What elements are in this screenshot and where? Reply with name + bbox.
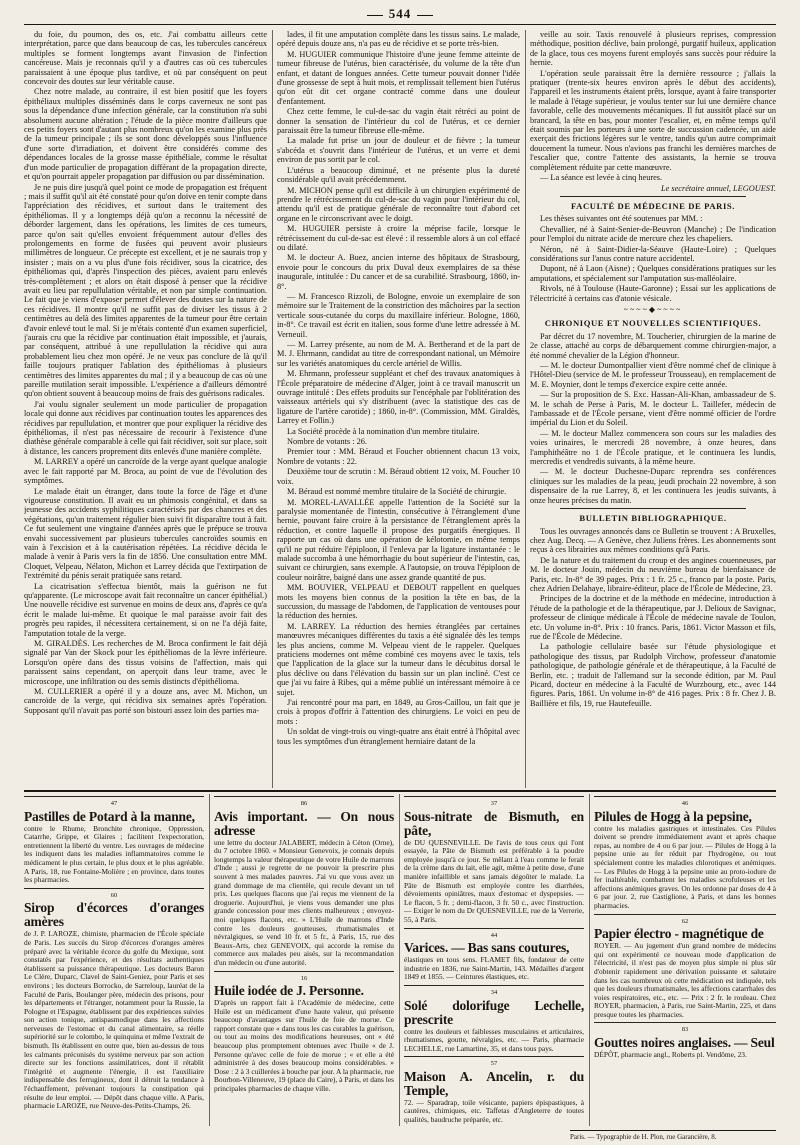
header-rule: [24, 24, 776, 25]
paragraph: M. MOREL-LAVALLÉE appelle l'attention de la Société sur la paralysie momentanée de l'intestin, consécutive à l'étranglement d'une hernie, pouvant faire croire à la persistance de l'étranglement après la réduction, et contre laquelle il propose des purgatifs énergiques. Il rapporte un cas où dans une opération de kélotomie, en même temps qu'il ne put réduire l'épiploon, il l'enleva par la ligature instantanée : le malade succomba à une hémorrhagie du bout supérieur de l'intestin, cas, suivant ce chirurgien, sans exemple. A l'autopsie, on trouva l'épiploon de couleur noirâtre, baigné dans une assez grande quantité de pus.: [277, 497, 520, 582]
ad-body: élastiques en tous sens. FLAMET fils, fondateur de cette industrie en 1836, rue Saint-Martin, 143. Médailles d'argent 1849 et 1855. — Ceintures élastiques, etc.: [404, 955, 584, 982]
ad-column-2: [214, 794, 394, 1126]
ad-title: Papier électro - magnétique de: [594, 926, 764, 942]
paragraph: Nombre de votants : 26.: [287, 437, 367, 447]
ad-body: 72. — Sparadrap, toile vésicante, papiers épispastiques, à cautères, chimiques, etc. Taffetas d'Angleterre de toutes qualités, baudruche préparée, etc.: [404, 1097, 584, 1125]
advertisement: [214, 971, 394, 1094]
paragraph: La pathologie cellulaire basée sur l'étude physiologique et pathologique des tissus, par Rudolph Virchow, professeur d'anatomie pathologique, de pathologie générale et de thérapeutique, à la Faculté de Berlin, etc. ; traduit de l'allemand sur la seconde édition, par M. Paul Picard, docteur en médecine à la Faculté de Wurzbourg, etc., avec 144 figures. Paris, 1861. Un volume in-8° de 416 pages. Prix : 8 fr. Chez J. B. Baillière et fils, 19, rue Hautefeuille.: [530, 642, 776, 708]
paragraph: M. CULLERIER a opéré il y a douze ans, avec M. Michon, un cancroïde de la verge, qui récidiva six semaines après l'opération. Supposant qu'il n'avait pas porté son bistouri assez loin des parties ma-: [24, 687, 267, 715]
section-rule: [560, 196, 746, 197]
paragraph: Chevallier, né à Saint-Senier-de-Beuvron (Manche) ; De l'indication pour l'emploi du nitrate acide de mercure chez les chapeliers.: [530, 224, 776, 244]
ad-number: 47: [110, 800, 118, 807]
ad-number: 83: [681, 1026, 689, 1034]
ad-body: DÉPÔT, pharmacie angl., Roberts pl. Vendôme, 23.: [594, 1050, 747, 1060]
paragraph: Chez notre malade, au contraire, il est bien positif que les foyers épithéliaux multiples disséminés dans le corps caverneux ne sont pas sous la dépendance d'une infection générale, car la constitution n'a subi absolument aucune altération ; l'étude de la pièce montre d'ailleurs que ces petits foyers sont d'autant plus nombreux qu'on les examine plus près de la tumeur principale ; ils se sont donc développés sous l'influence d'une sorte d'irradiation, et doivent être considérés comme des dépendances locales de la grosse masse épithéliale, comme le résultat d'un mode particulier de propagation différant de la propagation directe, et qu'on pourrait appeler propagation par diffusion ou par dissémination.: [24, 87, 267, 182]
paragraph: De la nature et du traitement du croup et des angines couenneuses, par M. le docteur Jouin, médecin du neuvième bureau de bienfaisance de Paris, etc. In-8° de 39 pages. Prix : 1 fr. 25 c., franco par la poste. Paris, chez Adrien Delahaye, libraire-éditeur, place de l'École de Médecine, 23.: [530, 555, 776, 593]
advertisement: [404, 1056, 584, 1124]
ornament-divider: ~~~~◆~~~~: [623, 304, 683, 314]
ad-number: 86: [300, 800, 308, 807]
advertisement: [214, 796, 394, 968]
ad-title: Pastilles de Potard à la manne,: [24, 808, 195, 824]
paragraph: M. Ehrmann, professeur suppléant et chef des travaux anatomiques à l'École préparatoire de médecine d'Alger, joint à ce travail manuscrit un ouvrage intitulé : Des effets produits sur l'encéphale par l'oblitération des vaisseaux artériels qui s'y distribuent (avec la statistique des cas de ligature de l'artère carotide) ; 1860, in-8°. (Commission, MM. Giraldès, Larrey et Follin.): [277, 369, 520, 426]
printer-footer: Paris. — Typographie de H. Plon, rue Garancière, 8.: [570, 1130, 776, 1141]
paragraph: lades, il fit une amputation complète dans les tissus sains. Le malade, opéré depuis douze ans, n'a pas eu de récidive et se porte très-bien.: [277, 30, 520, 49]
ad-column-3: [404, 794, 584, 1126]
column-divider: [589, 794, 590, 1126]
paragraph: M. Béraud est nommé membre titulaire de la Société de chirurgie.: [287, 487, 507, 497]
paragraph: M. GIRALDÈS. Les recherches de M. Broca confirment le fait déjà signalé par Van der Skock pour les épithéliomas de la lèvre inférieure. Lorsqu'on opère dans des tissus voisins de l'affection, mais qui paraissent sains cependant, on aperçoit dans leur trame, avec le microscope, une infiltration ou des semis distincts d'épithélioma.: [24, 639, 267, 686]
ad-title: Varices. — Bas sans coutures,: [404, 940, 570, 956]
page-number: 544: [0, 6, 800, 22]
bibliography-heading: BULLETIN BIBLIOGRAPHIQUE.: [579, 513, 727, 524]
ad-number: 16: [300, 974, 308, 982]
ad-number: 34: [490, 988, 498, 996]
ad-number: 57: [490, 1060, 498, 1068]
paragraph: — M. le docteur Dumontpallier vient d'être nommé chef de clinique à l'Hôtel-Dieu (service de M. le professeur Trousseau), en remplacement de M. E. Moynier, dont le temps d'exercice expire cette année.: [530, 361, 776, 389]
ad-column-4: [594, 794, 776, 1126]
column-1: [24, 30, 267, 788]
ad-body: D'après un rapport fait à l'Académie de médecine, cette Huile est un médicament d'une haute valeur, qui présente beaucoup d'avantages sur l'huile de foie de morue. Ce rapport constate que « dans tous les cas curables la guérison, ou tout au moins des modifications heureuses, ont « été beaucoup plus promptement obtenues avec l'huile « de J. Personne qu'avec celle de foie de morue ; « et elle a été administrée à des doses beaucoup moins considérables. » Dose : 2 à 3 cuillerées à bouche par jour. A la pharmacie, rue Bourbon-Villeneuve, 19 (place du Caire), à Paris, et dans les principales pharmacies de chaque ville.: [214, 998, 394, 1094]
column-divider: [272, 30, 273, 788]
advertisement: [24, 888, 204, 1111]
paragraph: — Sur la proposition de S. Exc. Hassan-Ali-Khan, ambassadeur de S. M. le schah de Perse à Paris, M. le docteur L. Taillefer, médecin de l'ambassade et de l'École persane, vient d'être nommé officier de l'ordre impérial du Lion et du Soleil.: [530, 390, 776, 428]
ad-number: 46: [681, 800, 689, 807]
column-divider: [399, 794, 400, 1126]
paragraph: — M. le docteur Duchesne-Duparc reprendra ses conférences cliniques sur les maladies de la peau, jeudi prochain 22 novembre, à son dispensaire de la rue Larrey, 8, et les continuera les jeudis suivants, à onze heures précises du matin.: [530, 467, 776, 505]
paragraph: Dupont, né à Laon (Aisne) ; Quelques considérations pratiques sur les amputations, et spécialement sur l'amputation sus-malléolaire.: [530, 264, 776, 283]
paragraph: Un soldat de vingt-trois ou vingt-quatre ans était entré à l'hôpital avec tous les symptômes d'un étranglement herniaire datant de la: [277, 727, 520, 746]
column-2: [277, 30, 520, 788]
ad-title: Huile iodée de J. Personne.: [214, 983, 364, 999]
column-divider: [525, 30, 526, 788]
ad-body: de DU QUESNEVILLE. De l'avis de tous ceux qui l'ont essayée, la Pâte de Bismuth est préférable à la poudre employée jusqu'à ce jour. Se mêlant à l'eau comme le ferait de la crème dans du lait, elle agit, même à petite dose, d'une manière infaillible et sans jamais dégoûter le malade. La Pâte de Bismuth est employée contre les diarrhées, dévoiements opiniâtres, maux d'estomac et dyspepsies. — Le flacon, 5 fr. ; demi-flacon, 3 fr. 50 c., avec l'instruction. — Exiger le nom du Dr QUESNEVILLE, rue de la Verrerie, 55, à Paris.: [404, 837, 584, 924]
col3-part-d: [530, 527, 776, 709]
paragraph: La cicatrisation s'effectua bientôt, mais la guérison ne fut qu'apparente. (Le microscope avait fait reconnaître un cancer épithélial.) Une nouvelle récidive est survenue en moins de deux ans, d'après ce qu'a écrit le malade lui-même. Et quoique le mal paraisse avoir fait des progrès peu rapides, il nécessitera certainement, si on ne l'a déjà faite, l'amputation totale de la verge.: [24, 581, 267, 638]
paragraph: Par décret du 17 novembre, M. Toucherier, chirurgien de la marine de 2e classe, attaché au corps de débarquement comme chirurgien-major, a été nommé chevalier de la Légion d'honneur.: [530, 331, 776, 360]
paragraph: L'utérus a beaucoup diminué, et ne présente plus la dureté considérable qu'il avait précédemment.: [277, 165, 520, 185]
paragraph: MM. BOUVIER, VELPEAU et DEBOUT rappellent en quelques mots les moyens bien connus de la position la tête en bas, de la succussion, du massage de l'abdomen, de l'application de ventouses pour la réduction des hernies.: [277, 583, 520, 621]
paragraph: Je ne puis dire jusqu'à quel point ce mode de propagation est fréquent ; mais il suffit qu'il ait été constaté pour qu'on doive en tenir compte dans l'appréciation des récidives, et surtout dans le traitement des épithéliomas. Il y a longtemps déjà qu'on a reconnu la nécessité de déborder largement, dans les opérations, les limites de ces tumeurs, parce qu'on sait qu'elles envoient fréquemment autour d'elles des prolongements en forme de fusées qui peuvent avoir plusieurs millimètres de longueur. Ce précepte est excellent, et je ne saurais trop y insister ; mais on a vu plus d'une fois récidiver, sous la cicatrice, des épithéliomas qui, d'après l'inspection des pièces, avaient paru enlevés très-complètement ; et alors on était disposé à penser que la récidive avait eu lieu par repullulation véritable, et non par simple continuation. Le fait que je viens d'exposer permet d'élever des doutes sur la nature de ces récidives. Il montre qu'il ne suffit pas de diviser les tissus à 2 centimètres au delà des limites apparentes de la tumeur pour être certain d'avoir enlevé tout le mal. Si je m'étais contenté d'un examen superficiel, j'aurais cru que la récidive par continuation était impossible, et j'aurais, par conséquent, attribué à une repullulation la récidive qui aura probablement lieu chez mon opéré. Je ne veux pas conclure de là qu'il faille toujours pratiquer l'ablation des épithéliomas à plusieurs centimètres des limites apparentes du mal ; il y a beaucoup de cas où une pareille mutilation serait impossible. L'expérience a d'ailleurs démontré qu'on obtient souvent à beaucoup moins de frais des guérisons radicales.: [24, 182, 267, 399]
ad-number: 60: [110, 891, 118, 899]
ad-title: Solé dolorifuge Lechelle, prescrite: [404, 997, 584, 1027]
paragraph: J'ai voulu signaler seulement un mode particulier de propagation locale qui donne aux récidives par continuation toutes les apparences des récidives par repullulation, et montrer que pour expliquer la récidive des épithéliomas, il n'est pas nécessaire de recourir à l'existence d'une diathèse générale comparable à celle qui fait récidiver, soit sur place, soit à distance, les cancers proprement dits enlevés d'une manière complète.: [24, 399, 267, 456]
paragraph: — La séance est levée à cinq heures.: [540, 173, 663, 183]
chronicle-heading: CHRONIQUE ET NOUVELLES SCIENTIFIQUES.: [544, 318, 762, 329]
ad-title: Avis important. — On nous adresse: [214, 808, 394, 838]
paragraph: Les thèses suivantes ont été soutenues par MM. :: [540, 214, 703, 224]
paragraph: La malade fut prise un jour de douleur et de fièvre ; la tumeur s'abcéda et s'ouvrit dans l'intérieur de l'utérus, et un verre et demi environ de pus sortit par le col.: [277, 136, 520, 165]
paragraph: M. HUGUIER communique l'histoire d'une jeune femme atteinte de tumeur fibreuse de l'utérus, bien caractérisée, du volume de la tête d'un enfant, et datant de longues années. Cette tumeur pouvait donner l'idée d'une grossesse de sept à huit mois, et remplissait tellement bien l'utérus qu'on eût dit cet organe contracté comme dans une douleur d'enfantement.: [277, 49, 520, 106]
column-divider: [209, 794, 210, 1126]
advertisement: [404, 796, 584, 925]
ad-body: une lettre du docteur JALABERT, médecin à Céton (Orne), du 7 octobre 1860. « Monsieur Genevoix, je connais depuis longtemps la valeur thérapeutique de votre Huile de marrons d'Inde ; aussi je regrette de ne pouvoir la prescrire plus souvent à mes malades pauvres. J'ai vu que vous avez un grand dommage de ma clientèle, qui recule devant un tel prix. Les quelques flacons que j'ai reçus me viennent de la droguerie. Aujourd'hui, je viens vous demander une plus grande concession pour mes clients malheureux ; envoyez-moi quelques flacons, etc. » L'Huile de marrons d'Inde contre les douleurs goutteuses, rhumatismales et névralgiques, se vend 10 fr. et 5 fr., à Paris, 15, rue des Beaux-Arts, chez GENEVOIX, qui accorde la remise du commerce aux malades peu aisés, sur la recommandation d'un médecin ou d'une autorité.: [214, 837, 394, 967]
ads-rule: [24, 790, 776, 792]
secretary-signature: Le secrétaire annuel, LEGOUEST.: [661, 183, 776, 193]
paragraph: M. HUGUIER persiste à croire la méprise facile, lorsque le rétrécissement du cul-de-sac est élevé : il ressemble alors à un col effacé ou dilaté.: [277, 224, 520, 252]
ad-number: 37: [490, 800, 498, 807]
paragraph: Le malade était un étranger, dans toute la force de l'âge et d'une vigoureuse constitution. Il avait eu un phimosis congénital, et dans sa jeunesse des accidents syphilitiques caractérisés par des chancres et des végétations, qu'un traitement régulier bien suivi fit disparaître tout à fait. Ce fut seulement une vingtaine d'années après que le prépuce se trouva envahi successivement par plusieurs tubercules cancroïdes soumis en vain à l'excision et à la cautérisation répétées. La récidive décida le malade à venir à Paris vers la fin de 1856. Une consultation entre MM. Cloquet, Velpeau, Nélaton, Michon et Larrey décida que l'extirpation de l'extrémité du pénis serait pratiquée sans retard.: [24, 486, 267, 581]
advertisements: [24, 794, 776, 1126]
advertisement: [594, 796, 776, 911]
paragraph: — M. Larrey présente, au nom de M. A. Bertherand et de la part de M. J. Ehrmann, candidat au titre de correspondant national, un Mémoire sur les variétés anatomiques du cercle artériel de Willis.: [277, 340, 520, 368]
ad-body: de J. P. LAROZE, chimiste, pharmacien de l'École spéciale de Paris. Les succès du Sirop d'écorces d'oranges amères préparé avec la véritable écorce du golfe du Mexique, sont constatés par l'expérience, et des résultats authentiques établissent sa puissance thérapeutique. Les docteurs Baron Le Clère, Duparc, Clavel de Saint-Geniez, pour Paris et ses environs ; les docteurs Borrocko, de Sarreloup, lauréat de la Faculté de Paris, Boulanger père, médecin des prisons, pour les départements et l'étranger, notamment pour la Russie, la Pologne et l'Espagne, établissent par des expériences suivies son action tonique, antispasmodique dans les affections nerveuses de l'estomac et du canal alimentaire, sa réelle supériorité sur le colombo, le quinquina et même l'extrait de bismuth. Ils établissent en outre que, bien au-dessus de tous les calmants préconisés du système nerveux par son action directe sur les fonctions assimilatrices, dont il rétablit l'intégrité et augmente l'énergie, il est l'auxiliaire indispensable des ferrugineux, dont il détruit la tendance à l'échauffement, prévenant toujours la constipation qui résulte de leur emploi. — Dépôt dans chaque ville. A Paris, pharmacie LAROZE, rue Neuve-des-Petits-Champs, 26.: [24, 929, 204, 1111]
paragraph: M. le docteur A. Buez, ancien interne des hôpitaux de Strasbourg, envoie pour le concours du prix Duval deux exemplaires de sa thèse inaugurale, intitulée : Du cancer et de sa curabilité. Strasbourg, 1860, in-8°.: [277, 253, 520, 291]
paragraph: du foie, du poumon, des os, etc. J'ai combattu ailleurs cette interprétation, parce que dans beaucoup de cas, les tubercules cancéreux multiples se forment longtemps avant l'invasion de l'infection cancéreuse. Mais je reconnais qu'il y a d'autres cas où ces tubercules paraissaient à une époque plus tardive, et où par conséquent on peut concevoir des doutes sur leur véritable cause.: [24, 30, 267, 87]
advertisement: [594, 914, 776, 1020]
advertisement: [24, 796, 204, 885]
advertisement: [404, 928, 584, 982]
col3-part-a: [530, 30, 776, 183]
paragraph: J'ai rencontré pour ma part, en 1849, au Gros-Caillou, un fait que je crois à propos d'offrir à l'attention des chirurgiens. Le voici en peu de mots :: [277, 698, 520, 726]
ad-title: Gouttes noires anglaises. — Seul: [594, 1035, 775, 1051]
paragraph: Principes de la doctrine et de la méthode en médecine, introduction à l'étude de la pathologie et de la thérapeutique, par J. Delioux de Savignac, professeur de clinique médicale à l'École de médecine navale de Toulon, etc. Un volume in-8°. Prix : 10 francs. Paris, 1861. Victor Masson et fils, rue de l'École de Médecine.: [530, 594, 776, 641]
paragraph: M. LARREY. La réduction des hernies étranglées par certaines manœuvres mécaniques différentes du taxis a été signalée dès les temps les plus anciens, comme M. Velpeau vient de le rappeler. Quelques praticiens modernes ont même combiné ces moyens avec le taxis, tels que l'application de la glace sur la tumeur dans le décubitus dorsal le plus déclive ou dans l'élévation du bassin sur un plan incliné. C'est ce que j'ai vu faire à Ribes, qui a même publié un intéressant mémoire à ce sujet.: [277, 621, 520, 697]
advertisement: [594, 1022, 776, 1059]
ad-title: Sirop d'écorces d'oranges amères: [24, 900, 204, 930]
ad-title: Maison A. Ancelin, r. du Temple,: [404, 1068, 584, 1098]
faculty-heading: FACULTÉ DE MÉDECINE DE PARIS.: [570, 200, 736, 211]
paragraph: M. LARREY a opéré un cancroïde de la verge ayant quelque analogie avec le fait rapporté par M. Broca, au point de vue de l'évolution des symptômes.: [24, 457, 267, 486]
col3-part-b: [530, 214, 776, 303]
ad-body: contre les maladies gastriques et intestinales. Ces Pilules doivent se prendre immédiatement avant et après chaque repas, au nombre de 4 ou 6 par jour. — Pilules de Hogg à la pepsine unie au fer réduit par l'hydrogène, ou tout spécialement contre les maladies chlorotiques et anémiques. — Les Pilules de Hogg à la pepsine unie au proto-iodure de fer inaltérable, combattent les maladies scrofuleuses et les affections anémiques graves. On les ordonne par doses de 4 à 6 par jour. 2, rue Castiglione, à Paris, et dans les bonnes pharmacies.: [594, 823, 776, 910]
section-rule: [560, 508, 746, 509]
paragraph: Premier tour : MM. Béraud et Foucher obtiennent chacun 13 voix, Nombre de votants : 22.: [277, 447, 520, 466]
ad-number: 62: [681, 917, 689, 925]
ad-title: Pilules de Hogg à la pepsine,: [594, 808, 752, 824]
ad-title: Sous-nitrate de Bismuth, en pâte,: [404, 808, 584, 838]
ad-body: contre le Rhume, Bronchite chronique, Oppression, Catarrhe, Grippe, et Glaires ; facilitent l'expectoration, entretiennent la liberté du ventre. Les ouvrages de médecine les indiquent dans les maladies inflammatoires comme le médicament le plus certain, le plus doux et le plus agréable. A Paris, 18, rue Fontaine-Molière ; en province, dans toutes les pharmacies.: [24, 823, 204, 885]
ad-column-1: [24, 794, 204, 1126]
paragraph: Tous les ouvrages annoncés dans ce Bulletin se trouvent : A Bruxelles, chez Aug. Decq. — A Genève, chez Juliens frères. Les abonnements sont reçus à ces librairies aux mêmes conditions qu'à Paris.: [530, 526, 776, 555]
ad-body: contre les douleurs et faiblesses musculaires et articulaires, rhumatismes, goutte, névralgies, etc. — Paris, pharmacie LECHELLE, rue Lamartine, 35, et dans tous pays.: [404, 1026, 584, 1053]
advertisement: [404, 985, 584, 1053]
ad-body: ROYER. — Au jugement d'un grand nombre de médecins qui ont expérimenté ce nouveau mode d'application de l'électricité, il n'est pas de moyen plus simple ni plus sûr d'obtenir rapidement une dérivation puissante et salutaire dans les cas nombreux où cette médication est indiquée, tels que les douleurs rhumatismales, les affections catarrhales des voies respiratoires, etc., etc. — Prix : 2 fr. le rouleau. Chez ROYER, pharmacien, à Paris, rue Saint-Martin, 225, et dans presque toutes les pharmacies.: [594, 941, 776, 1019]
paragraph: veille au soir. Taxis renouvelé à plusieurs reprises, compression méthodique, position déclive, bain prolongé, purgatif huileux, application de la glace, tous ces moyens furent employés sans succès pour réduire la hernie.: [530, 30, 776, 68]
paragraph: — M. Francesco Rizzoli, de Bologne, envoie un exemplaire de son mémoire sur le Traitement de la constriction des mâchoires par la section verticale sous-cutanée du corps du maxillaire inférieur. Bologne, 1860, in-8°. Ce travail est écrit en italien, sous forme d'une lettre adressée à M. Verneuil.: [277, 291, 520, 339]
paragraph: Rivols, né à Toulouse (Haute-Garonne) ; Essai sur les applications de l'électricité à certains cas d'atonie vésicale.: [530, 284, 776, 303]
paragraph: Néron, né à Saint-Didier-la-Séauve (Haute-Loire) ; Quelques considérations sur l'anus contre nature accidentel.: [530, 244, 776, 263]
paragraph: M. MICHON pense qu'il est difficile à un chirurgien expérimenté de prendre le rétrécissement du cul-de-sac du vagin pour l'intérieur du col, attendu qu'il est de pratique générale de reconnaître tout d'abord cet organe en le circonscrivant avec le doigt.: [277, 185, 520, 223]
col3-part-c: [530, 332, 776, 505]
paragraph: Chez cette femme, le cul-de-sac du vagin était rétréci au point de donner la sensation de l'intérieur du col de l'utérus, et ce dernier paraissait être la tumeur fibreuse elle-même.: [277, 107, 520, 136]
paragraph: Deuxième tour de scrutin : M. Béraud obtient 12 voix, M. Foucher 10 voix.: [277, 467, 520, 486]
ad-number: 44: [490, 931, 498, 939]
paragraph: La Société procède à la nomination d'un membre titulaire.: [287, 426, 480, 436]
paragraph: L'opération seule paraissait être la dernière ressource ; j'allais la pratiquer (trente-six heures environ après le début des accidents), l'appareil et les instruments étaient prêts, lorsque, ayant à faire transporter le malade à l'étage supérieur, je voulus tenter sur lui une dernière chance favorable, celle des mouvements mécaniques. Il fut aussitôt placé sur un brancard, la tête en bas, pour monter l'escalier, et, en même temps qu'il était soumis par les porteurs à une sorte de succussion cadencée, un aide exerçait des frictions légères sur le ventre, tandis qu'un autre comprimait doucement la tumeur. Nous n'avions pas franchi les dernières marches de l'escalier que, contre l'attente des assistants, la hernie se trouva complètement réduite par cette manœuvre.: [530, 68, 776, 172]
column-3: [530, 30, 776, 788]
paragraph: — M. le docteur Mallez commencera son cours sur les maladies des voies urinaires, le mercredi 28 novembre, à onze heures, dans l'amphithéâtre no 1 de l'École pratique, et le continuera les lundis, mercredis et vendredis suivants, à la même heure.: [530, 428, 776, 467]
